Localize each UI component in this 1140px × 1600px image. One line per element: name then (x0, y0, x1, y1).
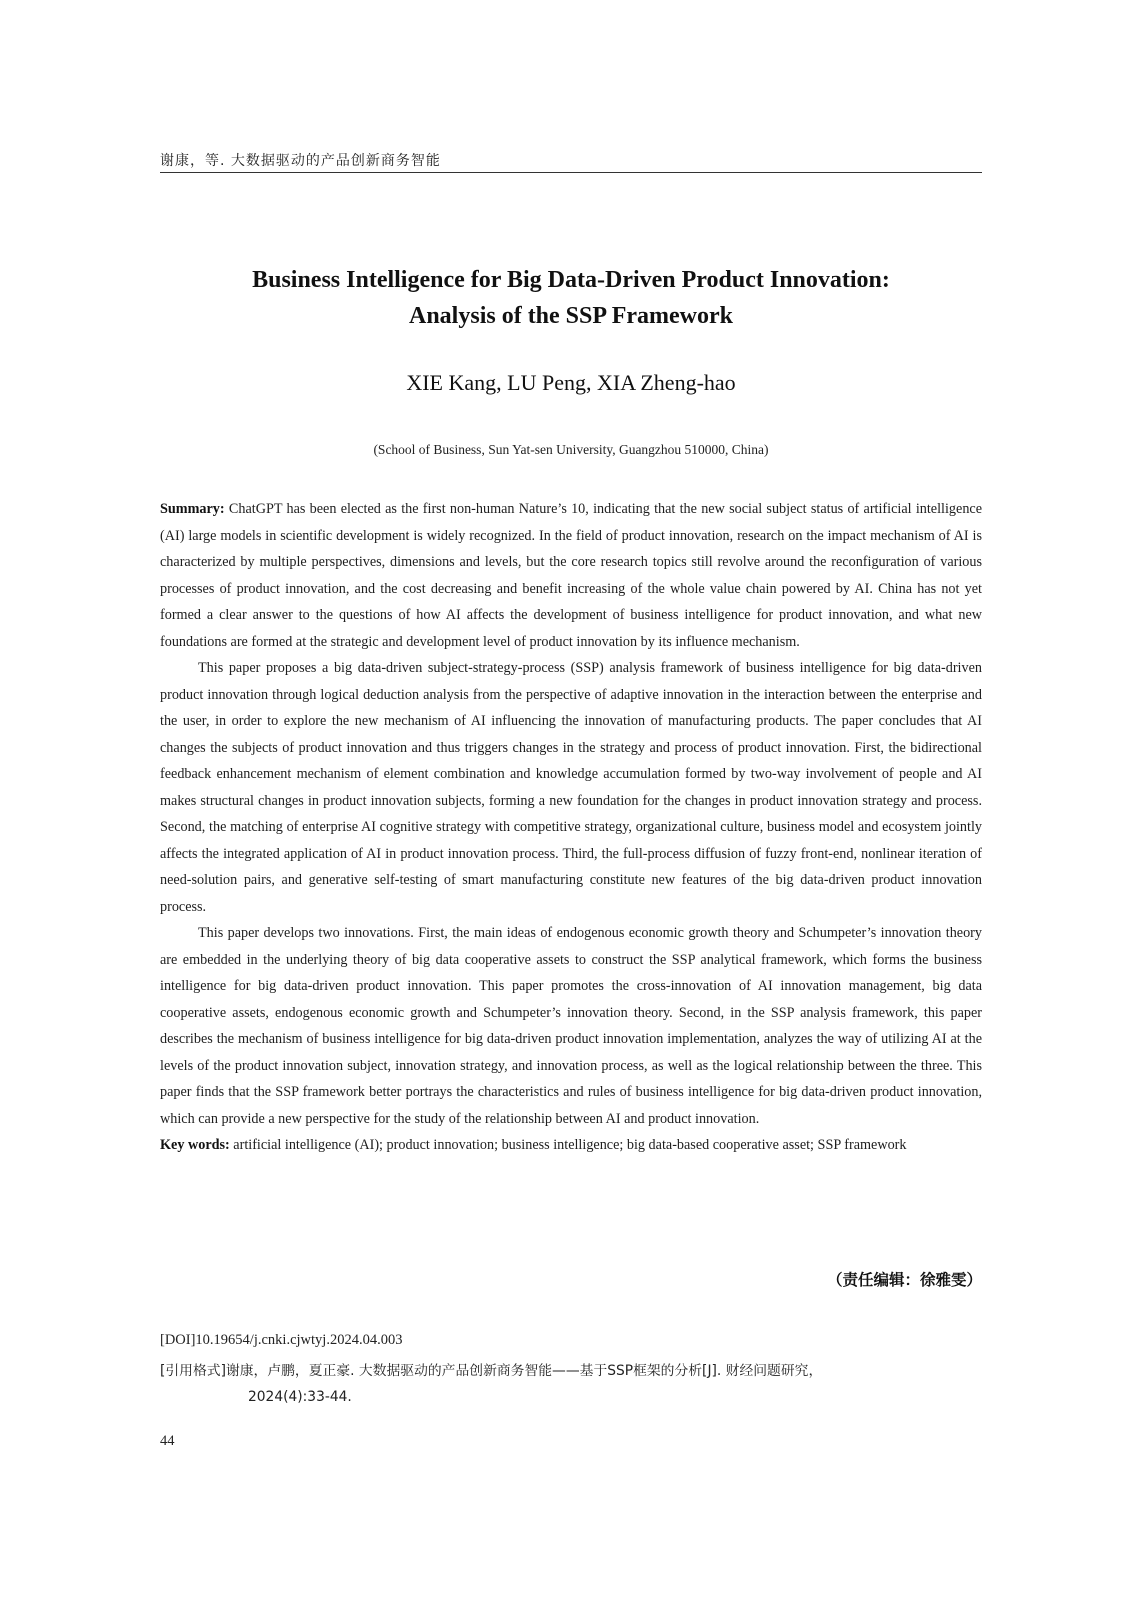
paper-title (160, 262, 982, 334)
summary-paragraph-1 (160, 496, 982, 655)
authors: XIE Kang, LU Peng, XIA Zheng-hao (406, 370, 736, 395)
affiliation: (School of Business, Sun Yat-sen University, Guangzhou 510000, China) (373, 442, 769, 457)
citation-line-2: 2024(4):33-44. (248, 1389, 352, 1405)
keywords-text: artificial intelligence (AI); product innovation; business intelligence; big data-based cooperative asset; SSP framework (233, 1137, 907, 1153)
abstract-body (160, 496, 982, 1159)
summary-label: Summary: (160, 501, 225, 517)
responsible-editor: （责任编辑：徐雅雯） (826, 1271, 982, 1289)
summary-paragraph-3: This paper develops two innovations. First, the main ideas of endogenous economic growth theory and Schumpeter’s innovation theory are embedded in the underlying theory of big data cooperative assets to construct the SSP analytical framework, which forms the business intelligence for big data-driven product innovation. This paper promotes the cross-innovation of AI innovation management, big data cooperative assets, endogenous economic growth and Schumpeter’s innovation theory. Second, in the SSP analysis framework, this paper describes the mechanism of business intelligence for big data-driven product innovation implementation, analyzes the way of utilizing AI at the levels of the product innovation subject, innovation strategy, and innovation process, as well as the logical relationship between the three. This paper finds that the SSP framework better portrays the characteristics and rules of business intelligence for big data-driven product innovation, which can provide a new perspective for the study of the relationship between AI and product innovation. (160, 925, 982, 1127)
title-line-1: Business Intelligence for Big Data-Driven Product Innovation: (252, 267, 890, 293)
title-line-2: Analysis of the SSP Framework (409, 303, 733, 329)
page-number: 44 (160, 1433, 175, 1449)
running-head: 谢康，等. 大数据驱动的产品创新商务智能 (160, 153, 441, 169)
doi-line: [DOI]10.19654/j.cnki.cjwtyj.2024.04.003 (160, 1332, 403, 1348)
citation-line-1: [引用格式]谢康，卢鹏，夏正豪. 大数据驱动的产品创新商务智能——基于SSP框架的分析[J]. 财经问题研究， (160, 1363, 823, 1379)
keywords (160, 1132, 982, 1159)
summary-paragraph-2: This paper proposes a big data-driven subject-strategy-process (SSP) analysis framework of business intelligence for big data-driven product innovation through logical deduction analysis from the perspective of adaptive innovation in the interaction between the enterprise and the user, in order to explore the new mechanism of AI influencing the innovation of manufacturing products. The paper concludes that AI changes the subjects of product innovation and thus triggers changes in the strategy and process of product innovation. First, the bidirectional feedback enhancement mechanism of element combination and knowledge accumulation formed by two-way involvement of people and AI makes structural changes in product innovation subjects, forming a new foundation for the changes in product innovation strategy and process. Second, the matching of enterprise AI cognitive strategy with competitive strategy, organizational culture, business model and ecosystem jointly affects the integrated application of AI in product innovation process. Third, the full-process diffusion of fuzzy front-end, nonlinear iteration of need-solution pairs, and generative self-testing of smart manufacturing constitute new features of the big data-driven product innovation process. (160, 660, 982, 915)
header-rule (160, 172, 982, 173)
summary-text-1: ChatGPT has been elected as the first non-human Nature’s 10, indicating that the new social subject status of artificial intelligence (AI) large models in scientific development is widely recognized. In the field of product innovation, research on the impact mechanism of AI is characterized by multiple perspectives, dimensions and levels, but the core research topics still revolve around the reconfiguration of various processes of product innovation, and the cost decreasing and benefit increasing of the whole value chain powered by AI. China has not yet formed a clear answer to the questions of how AI affects the development of business intelligence for product innovation, and what new foundations are formed at the strategic and development level of product innovation by its influence mechanism. (160, 501, 983, 650)
keywords-label: Key words: (160, 1137, 230, 1153)
citation-format (160, 1358, 990, 1410)
